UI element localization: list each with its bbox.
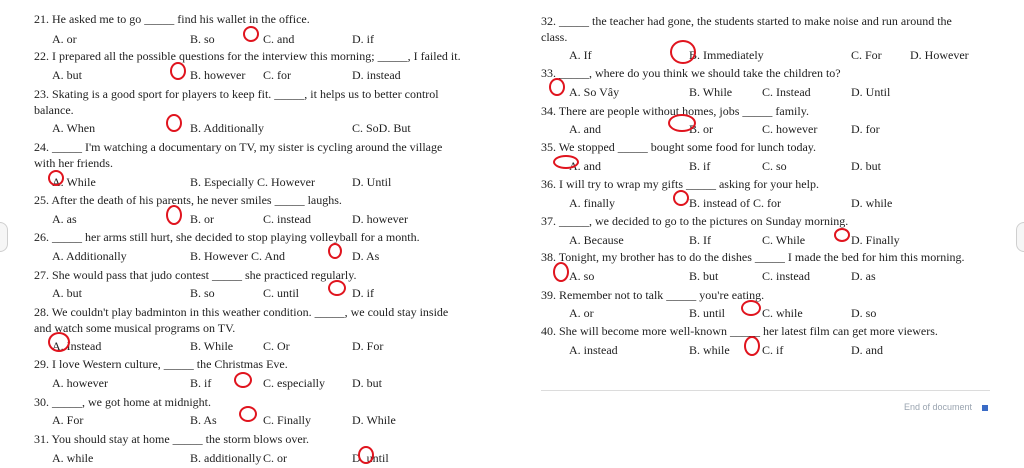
option-37-3: C. While — [762, 233, 806, 247]
next-page-arrow[interactable] — [1016, 222, 1024, 252]
option-24-1: A. While — [52, 175, 96, 189]
option-38-4: D. as — [851, 269, 876, 283]
option-32-3: C. For — [851, 48, 882, 62]
option-38-2: B. but — [689, 269, 719, 283]
option-39-2: B. until — [689, 306, 726, 320]
answer-circle-40 — [744, 336, 760, 356]
option-30-2: B. As — [190, 413, 217, 427]
end-of-document-label: End of document — [904, 402, 973, 412]
option-22-4: D. instead — [352, 68, 401, 82]
option-21-1: A. or — [52, 32, 77, 46]
option-21-2: B. so — [190, 32, 215, 46]
question-33: 33. _____, where do you think we should take the children to? — [541, 66, 841, 80]
answer-circle-29 — [234, 372, 252, 388]
answer-circle-30 — [239, 406, 257, 422]
question-32-continued: class. — [541, 30, 568, 44]
option-31-2: B. additionally — [190, 451, 262, 465]
question-38: 38. Tonight, my brother has to do the dishes _____ I made the bed for him this morning. — [541, 250, 965, 264]
option-21-3: C. and — [263, 32, 295, 46]
option-33-4: D. Until — [851, 85, 891, 99]
end-divider — [541, 390, 990, 391]
answer-circle-33 — [549, 78, 565, 96]
option-40-4: D. and — [851, 343, 883, 357]
option-37-2: B. If — [689, 233, 711, 247]
option-27-2: B. so — [190, 286, 215, 300]
prev-page-arrow[interactable] — [0, 222, 8, 252]
option-28-2: B. While — [190, 339, 234, 353]
option-38-1: A. so — [569, 269, 595, 283]
answer-circle-25 — [166, 205, 182, 225]
option-23-2: B. Additionally — [190, 121, 265, 135]
option-34-4: D. for — [851, 122, 880, 136]
question-32: 32. _____ the teacher had gone, the students started to make noise and run around the — [541, 14, 952, 28]
question-31: 31. You should stay at home _____ the storm blows over. — [34, 432, 309, 446]
option-33-2: B. While — [689, 85, 733, 99]
question-24-continued: with her friends. — [34, 156, 113, 170]
option-28-3: C. Or — [263, 339, 290, 353]
answer-circle-27 — [328, 280, 346, 296]
option-35-3: C. so — [762, 159, 787, 173]
option-37-4: D. Finally — [851, 233, 900, 247]
option-40-2: B. while — [689, 343, 730, 357]
option-34-1: A. and — [569, 122, 601, 136]
question-30: 30. _____, we got home at midnight. — [34, 395, 211, 409]
option-31-4: D. until — [352, 451, 389, 465]
option-23-1: A. When — [52, 121, 96, 135]
option-29-4: D. but — [352, 376, 382, 390]
option-30-1: A. For — [52, 413, 84, 427]
option-26-3: D. As — [352, 249, 380, 263]
option-40-1: A. instead — [569, 343, 618, 357]
question-27: 27. She would pass that judo contest _____ she practiced regularly. — [34, 268, 357, 282]
option-25-4: D. however — [352, 212, 408, 226]
question-21: 21. He asked me to go _____ find his wallet in the office. — [34, 12, 310, 26]
question-23-continued: balance. — [34, 103, 74, 117]
option-30-4: D. While — [352, 413, 396, 427]
option-25-1: A. as — [52, 212, 77, 226]
option-27-4: D. if — [352, 286, 374, 300]
option-39-1: A. or — [569, 306, 594, 320]
answer-circle-21 — [243, 26, 259, 42]
option-35-1: A. and — [569, 159, 601, 173]
option-31-3: C. or — [263, 451, 287, 465]
option-26-1: A. Additionally — [52, 249, 127, 263]
option-27-3: C. until — [263, 286, 300, 300]
question-39: 39. Remember not to talk _____ you're eating. — [541, 288, 765, 302]
option-36-2: B. instead of C. for — [689, 196, 781, 210]
option-29-3: C. especially — [263, 376, 325, 390]
question-28: 28. We couldn't play badminton in this weather condition. _____, we could stay inside — [34, 305, 449, 319]
option-22-3: C. for — [263, 68, 291, 82]
option-36-1: A. finally — [569, 196, 615, 210]
option-23-3: C. SoD. But — [352, 121, 411, 135]
question-36: 36. I will try to wrap my gifts _____ asking for your help. — [541, 177, 819, 191]
option-21-4: D. if — [352, 32, 374, 46]
question-24: 24. _____ I'm watching a documentary on TV, my sister is cycling around the village — [34, 140, 443, 154]
option-31-1: A. while — [52, 451, 94, 465]
option-27-1: A. but — [52, 286, 82, 300]
option-35-2: B. if — [689, 159, 711, 173]
question-26: 26. _____ her arms still hurt, she decided to stop playing volleyball for a month. — [34, 230, 420, 244]
option-32-2: B. Immediately — [689, 48, 764, 62]
option-33-3: C. Instead — [762, 85, 811, 99]
option-40-3: C. if — [762, 343, 784, 357]
option-25-3: C. instead — [263, 212, 311, 226]
question-37: 37. _____, we decided to go to the pictures on Sunday morning. — [541, 214, 849, 228]
option-38-3: C. instead — [762, 269, 810, 283]
option-22-2: B. however — [190, 68, 246, 82]
option-32-1: A. If — [569, 48, 592, 62]
question-23: 23. Skating is a good sport for players to keep fit. _____, it helps us to better control — [34, 87, 439, 101]
answer-circle-37 — [834, 228, 850, 242]
end-marker-icon — [982, 405, 988, 411]
answer-circle-36 — [673, 190, 689, 206]
answer-circle-22 — [170, 62, 186, 80]
option-34-3: C. however — [762, 122, 818, 136]
question-34: 34. There are people without homes, jobs _____ family. — [541, 104, 809, 118]
option-28-1: A. Instead — [52, 339, 102, 353]
option-35-4: D. but — [851, 159, 881, 173]
option-32-4: D. However — [910, 48, 969, 62]
option-37-1: A. Because — [569, 233, 624, 247]
answer-circle-38 — [553, 262, 569, 282]
option-29-2: B. if — [190, 376, 212, 390]
question-29: 29. I love Western culture, _____ the Christmas Eve. — [34, 357, 288, 371]
answer-circle-23 — [166, 114, 182, 132]
option-30-3: C. Finally — [263, 413, 312, 427]
question-40: 40. She will become more well-known _____ her latest film can get more viewers. — [541, 324, 938, 338]
question-22: 22. I prepared all the possible questions for the interview this morning; _____, I failed it. — [34, 49, 461, 63]
option-26-2: B. However C. And — [190, 249, 285, 263]
option-29-1: A. however — [52, 376, 108, 390]
option-39-3: C. while — [762, 306, 803, 320]
question-28-continued: and watch some musical programs on TV. — [34, 321, 236, 335]
option-33-1: A. So Vây — [569, 85, 620, 99]
question-25: 25. After the death of his parents, he never smiles _____ laughs. — [34, 193, 342, 207]
option-34-2: B. or — [689, 122, 713, 136]
option-25-2: B. or — [190, 212, 214, 226]
question-35: 35. We stopped _____ bought some food for lunch today. — [541, 140, 816, 154]
answer-circle-26 — [328, 243, 342, 259]
option-24-2: B. Especially C. However — [190, 175, 315, 189]
answer-circle-39 — [741, 300, 761, 316]
option-28-4: D. For — [352, 339, 384, 353]
option-24-3: D. Until — [352, 175, 392, 189]
option-22-1: A. but — [52, 68, 82, 82]
option-36-3: D. while — [851, 196, 893, 210]
option-39-4: D. so — [851, 306, 877, 320]
